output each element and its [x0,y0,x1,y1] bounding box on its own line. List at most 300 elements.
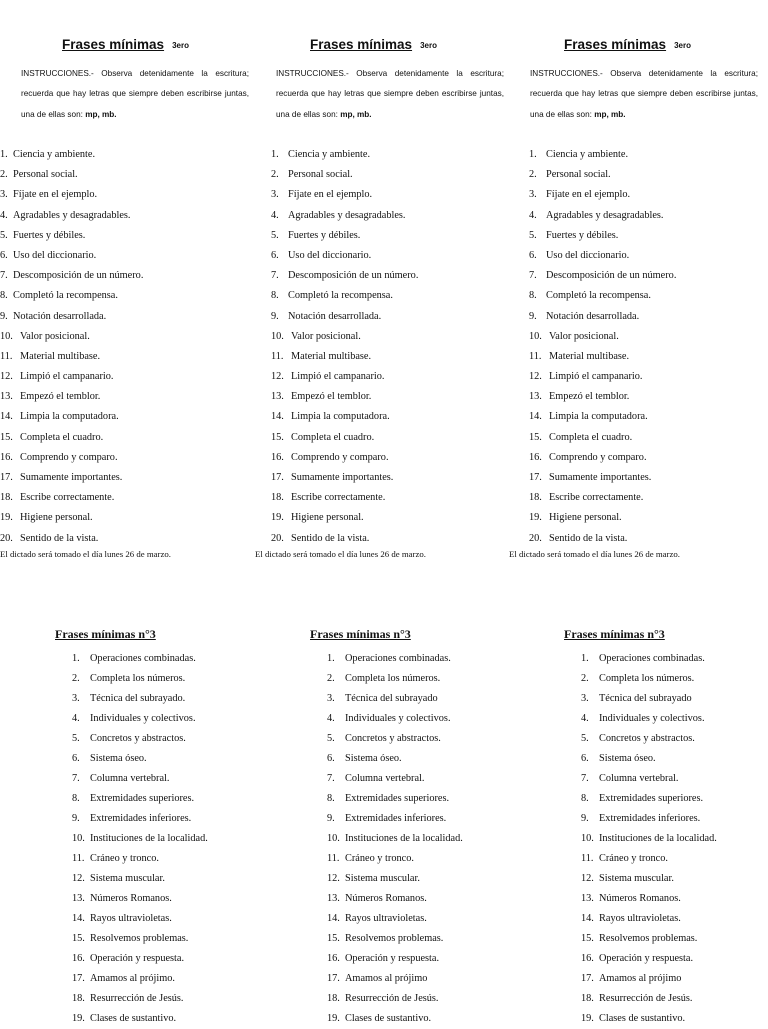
list-item [529,145,676,165]
list-item [271,448,418,468]
item-number: 13. [581,893,594,904]
item-text: Operaciones combinadas. [90,653,196,664]
item-text: Concretos y abstractos. [599,733,695,744]
item-number: 2. [529,169,537,181]
item-text: Columna vertebral. [599,773,679,784]
list-item [529,508,676,528]
item-text: Resurrección de Jesús. [345,993,439,1004]
item-number: 5. [529,229,537,241]
item-number: 9. [0,310,8,322]
list-item [327,1009,463,1029]
item-number: 9. [327,813,335,824]
item-number: 1. [327,653,335,664]
item-number: 12. [72,873,85,884]
item-text: Números Romanos. [345,893,427,904]
worksheet-title [564,37,691,52]
item-text: Operación y respuesta. [599,953,694,964]
item-text: Instituciones de la localidad. [345,833,463,844]
item-number: 18. [271,492,284,504]
item-text: Extremidades superiores. [345,793,450,804]
item-number: 10. [529,330,542,342]
item-number: 3. [72,693,80,704]
phrase-list [581,649,717,1029]
item-text: Clases de sustantivo. [599,1013,686,1024]
item-text: Higiene personal. [291,512,364,524]
item-text: Sistema óseo. [345,753,402,764]
list-item [529,407,676,427]
item-text: Escribe correctamente. [549,492,644,504]
item-number: 13. [529,391,542,403]
item-number: 6. [581,753,589,764]
item-text: Operaciones combinadas. [599,653,705,664]
list-item [72,689,208,709]
item-text: Notación desarrollada. [288,310,382,322]
item-number: 12. [0,371,13,383]
item-number: 10. [0,330,13,342]
title-text: Frases mínimas [62,37,165,52]
item-text: Extremidades inferiores. [90,813,192,824]
list-item [327,849,463,869]
list-item [581,769,717,789]
item-number: 11. [327,853,340,864]
item-number: 19. [72,1013,85,1024]
item-number: 11. [0,350,13,362]
list-item [0,407,143,427]
item-number: 12. [271,371,284,383]
list-item [529,347,676,367]
item-number: 17. [72,973,85,984]
item-text: Cráneo y tronco. [345,853,414,864]
item-number: 8. [327,793,335,804]
list-item [529,206,676,226]
list-item [271,428,418,448]
list-item [72,969,208,989]
item-text: Comprendo y comparo. [549,451,647,463]
list-item [581,909,717,929]
list-item [581,929,717,949]
item-number: 10. [581,833,594,844]
item-number: 12. [581,873,594,884]
item-text: Sentido de la vista. [20,532,99,544]
item-number: 5. [72,733,80,744]
list-item [271,165,418,185]
item-number: 5. [327,733,335,744]
item-number: 1. [0,149,8,160]
item-text: Completa el cuadro. [549,431,633,443]
list-item [271,529,418,549]
item-number: 10. [271,330,284,342]
item-text: Individuales y colectivos. [90,713,196,724]
list-item [72,849,208,869]
list-item [72,669,208,689]
grade-label: 3ero [172,41,189,50]
item-number: 10. [72,833,85,844]
list-item [327,809,463,829]
item-number: 5. [581,733,589,744]
item-number: 2. [0,169,8,181]
worksheet-title [310,37,437,52]
item-number: 7. [529,270,537,282]
list-item [581,1009,717,1029]
list-item [581,709,717,729]
item-number: 7. [581,773,589,784]
item-number: 16. [0,451,13,463]
item-text: Fíjate en el ejemplo. [13,189,98,201]
item-text: Escribe correctamente. [20,492,115,504]
worksheet-title: Frases mínimas n°3 [55,627,156,641]
instructions-bold: mp, mb. [594,109,626,119]
list-item [0,226,143,246]
item-number: 11. [271,350,284,362]
list-item [529,327,676,347]
worksheet-title: Frases mínimas n°3 [310,627,411,641]
item-number: 7. [72,773,80,784]
list-item [327,789,463,809]
list-item [529,286,676,306]
item-number: 11. [529,350,542,362]
item-text: Completa los números. [90,673,186,684]
list-item [271,347,418,367]
item-number: 8. [581,793,589,804]
item-number: 2. [72,673,80,684]
item-number: 19. [327,1013,340,1024]
item-number: 18. [0,492,13,504]
list-item [72,749,208,769]
list-item [271,226,418,246]
list-item [327,649,463,669]
item-text: Agradables y desagradables. [13,209,131,221]
list-item [271,407,418,427]
instructions [276,64,504,125]
item-number: 9. [581,813,589,824]
dictation-note: El dictado será tomado el día lunes 26 de marzo. [255,549,426,559]
list-item [0,468,143,488]
instructions [530,64,758,125]
item-number: 3. [529,189,537,201]
item-number: 12. [327,873,340,884]
list-item [271,266,418,286]
item-number: 18. [529,492,542,504]
list-item [327,829,463,849]
item-number: 19. [0,512,13,524]
list-item [72,949,208,969]
item-text: Clases de sustantivo. [345,1013,432,1024]
list-item [271,206,418,226]
item-text: Ciencia y ambiente. [13,149,96,160]
list-item [0,266,143,286]
item-number: 2. [327,673,335,684]
item-number: 18. [327,993,340,1004]
item-text: Sumamente importantes. [20,472,123,483]
list-item [72,909,208,929]
item-text: Descomposición de un número. [13,270,144,282]
list-item [72,649,208,669]
list-item [529,307,676,327]
item-text: Operación y respuesta. [345,953,440,964]
item-text: Limpió el campanario. [291,371,385,383]
list-item [581,889,717,909]
list-item [0,286,143,306]
list-item [271,488,418,508]
item-number: 12. [529,371,542,383]
item-number: 3. [327,693,335,704]
phrase-list [0,145,143,549]
list-item [0,448,143,468]
item-text: Rayos ultravioletas. [90,913,172,924]
item-text: Individuales y colectivos. [345,713,451,724]
item-text: Rayos ultravioletas. [599,913,681,924]
item-number: 16. [529,451,542,463]
list-item [0,185,143,205]
list-item [581,969,717,989]
grade-label: 3ero [674,41,691,50]
list-item [0,508,143,528]
item-text: Columna vertebral. [345,773,425,784]
item-number: 6. [327,753,335,764]
item-number: 3. [0,189,8,201]
item-number: 5. [0,229,8,241]
list-item [581,689,717,709]
item-text: Completó la recompensa. [13,290,118,302]
list-item [271,145,418,165]
phrase-list [529,145,676,549]
item-text: Completó la recompensa. [546,290,651,302]
list-item [271,387,418,407]
item-text: Empezó el temblor. [549,391,630,403]
list-item [72,789,208,809]
item-number: 15. [72,933,85,944]
list-item [271,286,418,306]
item-text: Uso del diccionario. [546,249,630,261]
item-number: 8. [529,290,537,302]
list-item [0,246,143,266]
item-text: Descomposición de un número. [288,270,419,282]
item-number: 20. [0,532,13,544]
item-number: 15. [581,933,594,944]
item-text: Sentido de la vista. [549,532,628,544]
list-item [0,367,143,387]
list-item [529,488,676,508]
item-text: Resolvemos problemas. [90,933,189,944]
item-number: 8. [0,290,8,302]
list-item [327,769,463,789]
list-item [271,468,418,488]
list-item [327,989,463,1009]
item-text: Limpia la computadora. [291,411,390,423]
item-text: Agradables y desagradables. [288,209,406,221]
item-number: 13. [0,391,13,403]
item-text: Sistema óseo. [90,753,147,764]
item-text: Material multibase. [20,350,101,362]
list-item [529,266,676,286]
item-number: 17. [271,472,284,483]
item-text: Amamos al prójimo. [90,973,175,984]
item-text: Escribe correctamente. [291,492,386,504]
item-text: Extremidades inferiores. [599,813,701,824]
item-text: Rayos ultravioletas. [345,913,427,924]
item-text: Limpió el campanario. [20,371,114,383]
item-text: Sistema óseo. [599,753,656,764]
list-item [72,809,208,829]
item-number: 2. [271,169,279,181]
list-item [72,769,208,789]
list-item [0,327,143,347]
phrase-list [72,649,208,1029]
item-text: Ciencia y ambiente. [288,149,371,160]
list-item [327,949,463,969]
item-number: 7. [0,270,8,282]
item-number: 14. [581,913,594,924]
item-number: 13. [271,391,284,403]
item-text: Resurrección de Jesús. [90,993,184,1004]
item-number: 14. [72,913,85,924]
list-item [271,185,418,205]
item-number: 13. [327,893,340,904]
instructions [21,64,249,125]
item-number: 13. [72,893,85,904]
list-item [327,909,463,929]
list-item [529,468,676,488]
list-item [581,649,717,669]
item-text: Clases de sustantivo. [90,1013,177,1024]
list-item [529,387,676,407]
instructions-text: INSTRUCCIONES.- Observa detenidamente la escritura; recuerda que hay letras que siempre deben escribirse juntas, una de ellas son: [530,69,758,119]
item-number: 17. [581,973,594,984]
item-text: Completa el cuadro. [291,431,375,443]
item-number: 19. [529,512,542,524]
list-item [581,749,717,769]
item-text: Valor posicional. [549,330,619,342]
item-text: Comprendo y comparo. [291,451,389,463]
list-item [581,789,717,809]
item-text: Empezó el temblor. [20,391,101,403]
item-text: Técnica del subrayado [599,693,692,704]
dictation-note: El dictado será tomado el día lunes 26 de marzo. [509,549,680,559]
item-text: Valor posicional. [291,330,361,342]
list-item [0,488,143,508]
list-item [327,689,463,709]
item-number: 15. [529,431,542,443]
instructions-bold: mp, mb. [85,109,117,119]
list-item [72,1009,208,1029]
item-number: 19. [581,1013,594,1024]
list-item [529,185,676,205]
item-text: Sentido de la vista. [291,532,370,544]
list-item [581,849,717,869]
list-item [327,869,463,889]
item-number: 9. [271,310,279,322]
item-text: Técnica del subrayado [345,693,438,704]
list-item [72,929,208,949]
list-item [529,428,676,448]
list-item [327,669,463,689]
item-number: 17. [529,472,542,483]
list-item [72,869,208,889]
item-number: 4. [581,713,589,724]
list-item [529,367,676,387]
item-number: 3. [271,189,279,201]
item-text: Sistema muscular. [345,873,420,884]
list-item [581,809,717,829]
item-number: 2. [581,673,589,684]
item-text: Números Romanos. [599,893,681,904]
item-number: 16. [271,451,284,463]
list-item [0,145,143,165]
item-number: 7. [327,773,335,784]
list-item [581,989,717,1009]
item-number: 3. [581,693,589,704]
item-number: 20. [529,532,542,544]
item-text: Valor posicional. [20,330,90,342]
item-text: Sistema muscular. [90,873,165,884]
list-item [529,246,676,266]
list-item [529,226,676,246]
item-text: Cráneo y tronco. [90,853,159,864]
list-item [327,969,463,989]
item-text: Sumamente importantes. [549,472,652,483]
list-item [581,729,717,749]
item-text: Completa los números. [599,673,695,684]
list-item [581,949,717,969]
list-item [271,246,418,266]
item-number: 1. [529,149,537,160]
item-number: 16. [327,953,340,964]
item-number: 16. [581,953,594,964]
item-text: Extremidades superiores. [599,793,704,804]
list-item [327,889,463,909]
item-number: 11. [581,853,594,864]
item-text: Uso del diccionario. [288,249,372,261]
item-text: Resolvemos problemas. [345,933,444,944]
item-text: Notación desarrollada. [13,310,107,322]
item-text: Completó la recompensa. [288,290,393,302]
item-text: Notación desarrollada. [546,310,640,322]
item-number: 14. [529,411,542,423]
item-text: Fuertes y débiles. [546,229,619,241]
list-item [529,529,676,549]
item-text: Extremidades superiores. [90,793,195,804]
item-text: Agradables y desagradables. [546,209,664,221]
item-text: Personal social. [546,169,611,181]
item-text: Personal social. [13,169,78,181]
item-number: 8. [271,290,279,302]
item-number: 17. [327,973,340,984]
item-number: 6. [72,753,80,764]
item-text: Sistema muscular. [599,873,674,884]
item-text: Empezó el temblor. [291,391,372,403]
list-item [529,165,676,185]
item-number: 1. [271,149,279,160]
item-text: Individuales y colectivos. [599,713,705,724]
item-text: Instituciones de la localidad. [90,833,208,844]
item-number: 6. [0,249,8,261]
title-text: Frases mínimas [310,37,413,52]
item-number: 5. [271,229,279,241]
item-number: 14. [0,411,13,423]
item-number: 7. [271,270,279,282]
item-text: Números Romanos. [90,893,172,904]
list-item [0,307,143,327]
item-text: Fíjate en el ejemplo. [288,189,373,201]
item-text: Higiene personal. [20,512,93,524]
item-text: Extremidades inferiores. [345,813,447,824]
list-item [0,428,143,448]
list-item [0,165,143,185]
item-text: Técnica del subrayado. [90,693,186,704]
item-text: Concretos y abstractos. [90,733,186,744]
item-text: Ciencia y ambiente. [546,149,629,160]
list-item [271,327,418,347]
